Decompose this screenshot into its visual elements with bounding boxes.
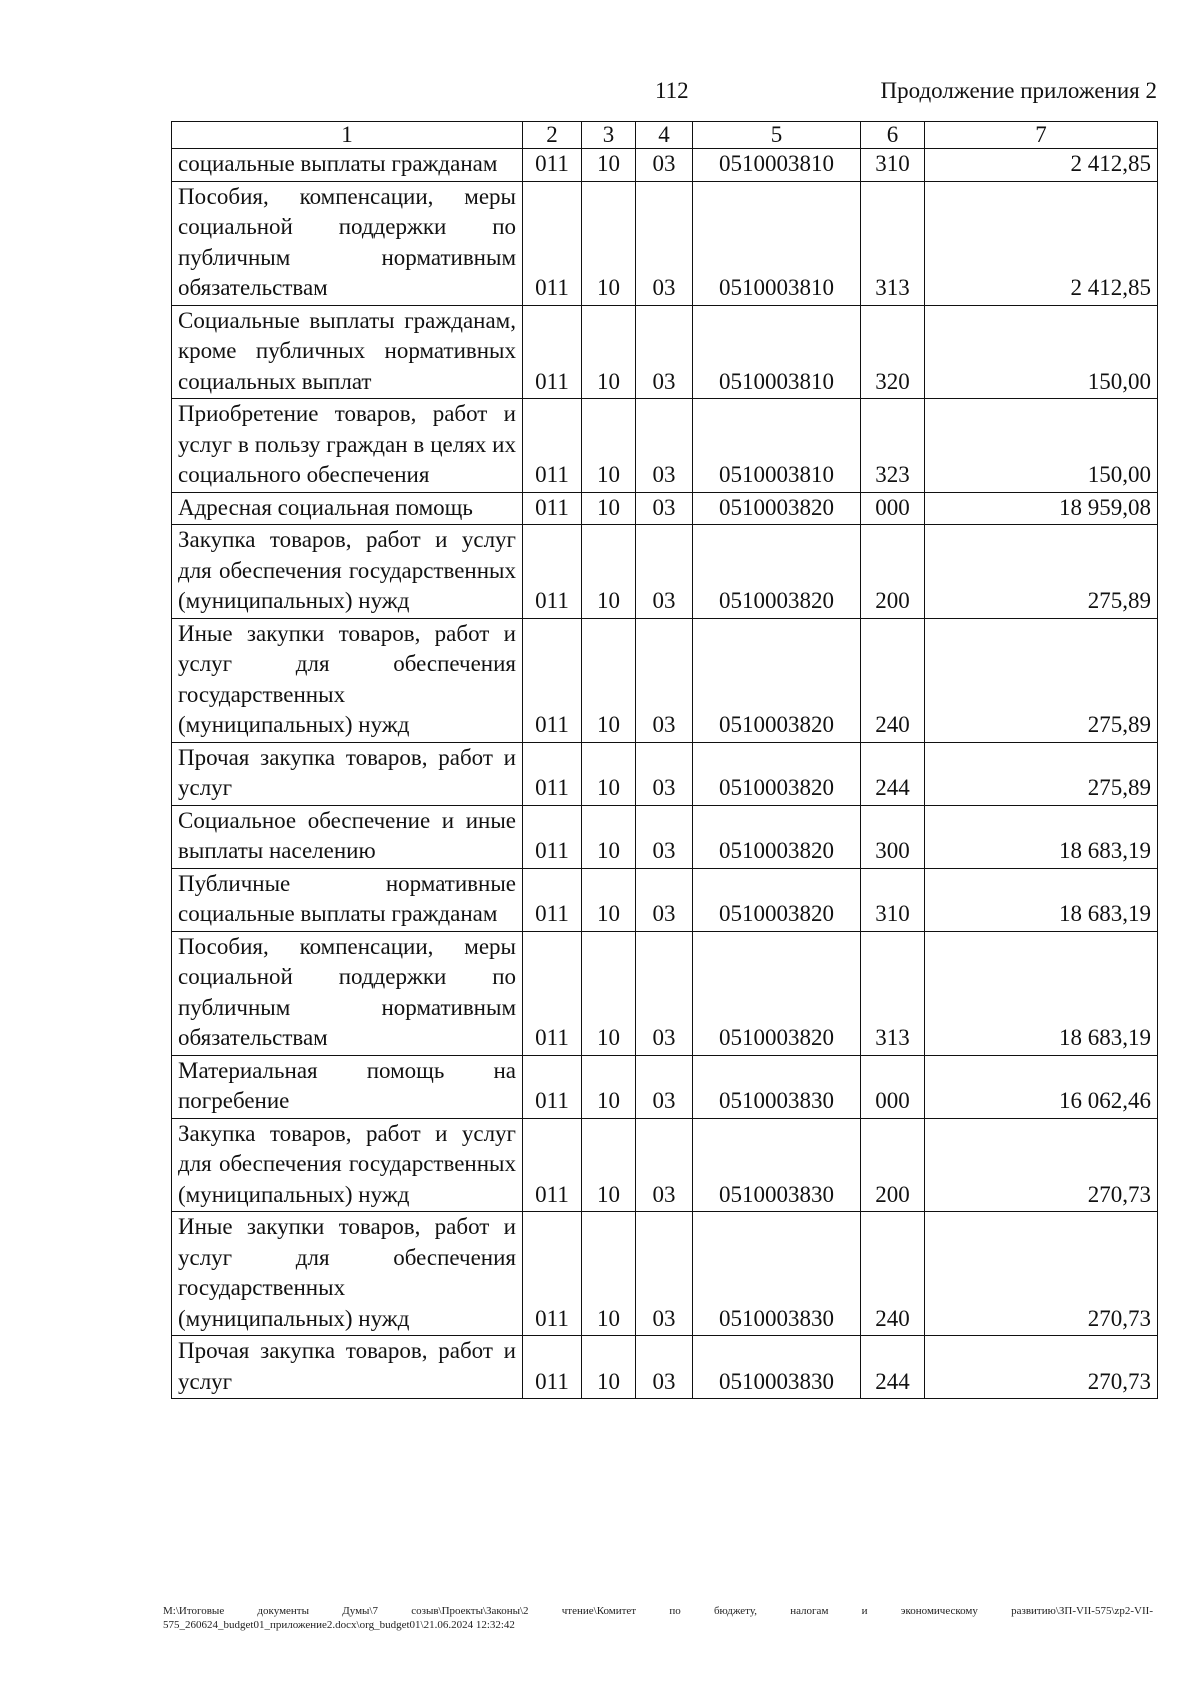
amount: 16 062,46 bbox=[925, 1055, 1158, 1118]
section-code: 10 bbox=[582, 1055, 636, 1118]
budget-table bbox=[171, 121, 1158, 1399]
row-description: Материальная помощь на погребение bbox=[172, 1055, 523, 1118]
page-number: 112 bbox=[655, 78, 689, 103]
row-description: Прочая закупка товаров, работ и услуг bbox=[172, 742, 523, 805]
amount: 2 412,85 bbox=[925, 181, 1158, 305]
target-article-code: 0510003830 bbox=[693, 1055, 861, 1118]
ministry-code: 011 bbox=[523, 492, 582, 525]
ministry-code: 011 bbox=[523, 305, 582, 399]
target-article-code: 0510003810 bbox=[693, 305, 861, 399]
target-article-code: 0510003820 bbox=[693, 742, 861, 805]
subsection-code: 03 bbox=[636, 399, 693, 493]
section-code: 10 bbox=[582, 1118, 636, 1212]
row-description: Публичные нормативные социальные выплаты гражданам bbox=[172, 868, 523, 931]
table-row bbox=[172, 305, 1158, 399]
amount: 270,73 bbox=[925, 1336, 1158, 1399]
target-article-code: 0510003820 bbox=[693, 805, 861, 868]
section-code: 10 bbox=[582, 399, 636, 493]
amount: 2 412,85 bbox=[925, 149, 1158, 182]
amount: 275,89 bbox=[925, 618, 1158, 742]
row-description: Пособия, компенсации, меры социальной поддержки по публичным нормативным обязательствам bbox=[172, 931, 523, 1055]
column-header: 3 bbox=[582, 122, 636, 149]
table-row bbox=[172, 1118, 1158, 1212]
expense-type-code: 310 bbox=[861, 868, 925, 931]
expense-type-code: 310 bbox=[861, 149, 925, 182]
target-article-code: 0510003820 bbox=[693, 868, 861, 931]
amount: 18 683,19 bbox=[925, 805, 1158, 868]
target-article-code: 0510003820 bbox=[693, 931, 861, 1055]
table-row bbox=[172, 1055, 1158, 1118]
table-body bbox=[172, 149, 1158, 1399]
subsection-code: 03 bbox=[636, 1118, 693, 1212]
row-description: Закупка товаров, работ и услуг для обеспечения государственных (муниципальных) нужд bbox=[172, 1118, 523, 1212]
target-article-code: 0510003820 bbox=[693, 618, 861, 742]
section-code: 10 bbox=[582, 1336, 636, 1399]
expense-type-code: 244 bbox=[861, 1336, 925, 1399]
amount: 275,89 bbox=[925, 742, 1158, 805]
expense-type-code: 300 bbox=[861, 805, 925, 868]
section-code: 10 bbox=[582, 492, 636, 525]
column-header: 1 bbox=[172, 122, 523, 149]
table-header-row bbox=[172, 122, 1158, 149]
column-header: 5 bbox=[693, 122, 861, 149]
subsection-code: 03 bbox=[636, 1336, 693, 1399]
amount: 270,73 bbox=[925, 1118, 1158, 1212]
ministry-code: 011 bbox=[523, 868, 582, 931]
row-description: социальные выплаты гражданам bbox=[172, 149, 523, 182]
ministry-code: 011 bbox=[523, 399, 582, 493]
expense-type-code: 200 bbox=[861, 1118, 925, 1212]
column-header: 2 bbox=[523, 122, 582, 149]
ministry-code: 011 bbox=[523, 149, 582, 182]
section-code: 10 bbox=[582, 868, 636, 931]
subsection-code: 03 bbox=[636, 618, 693, 742]
subsection-code: 03 bbox=[636, 181, 693, 305]
section-code: 10 bbox=[582, 305, 636, 399]
expense-type-code: 240 bbox=[861, 618, 925, 742]
row-description: Иные закупки товаров, работ и услуг для обеспечения государственных (муниципальных) нужд bbox=[172, 1212, 523, 1336]
amount: 150,00 bbox=[925, 399, 1158, 493]
table-row bbox=[172, 492, 1158, 525]
amount: 270,73 bbox=[925, 1212, 1158, 1336]
subsection-code: 03 bbox=[636, 1212, 693, 1336]
table-row bbox=[172, 618, 1158, 742]
row-description: Социальные выплаты гражданам, кроме публичных нормативных социальных выплат bbox=[172, 305, 523, 399]
table-row bbox=[172, 742, 1158, 805]
column-header: 6 bbox=[861, 122, 925, 149]
row-description: Пособия, компенсации, меры социальной поддержки по публичным нормативным обязательствам bbox=[172, 181, 523, 305]
row-description: Закупка товаров, работ и услуг для обеспечения государственных (муниципальных) нужд bbox=[172, 525, 523, 619]
section-code: 10 bbox=[582, 149, 636, 182]
target-article-code: 0510003830 bbox=[693, 1212, 861, 1336]
expense-type-code: 320 bbox=[861, 305, 925, 399]
column-header: 7 bbox=[925, 122, 1158, 149]
table-row bbox=[172, 1336, 1158, 1399]
table-row bbox=[172, 1212, 1158, 1336]
section-code: 10 bbox=[582, 1212, 636, 1336]
target-article-code: 0510003830 bbox=[693, 1118, 861, 1212]
subsection-code: 03 bbox=[636, 1055, 693, 1118]
expense-type-code: 000 bbox=[861, 1055, 925, 1118]
target-article-code: 0510003810 bbox=[693, 399, 861, 493]
section-code: 10 bbox=[582, 525, 636, 619]
expense-type-code: 000 bbox=[861, 492, 925, 525]
expense-type-code: 244 bbox=[861, 742, 925, 805]
amount: 275,89 bbox=[925, 525, 1158, 619]
file-path-footer: M:\Итоговые документы Думы\7 созыв\Проекты\Законы\2 чтение\Комитет по бюджету, налогам и экономическому развитию\ЗП-VII-575\zp2-VII-575_260624_budget01_приложение2.docx\org_budget01\21.06.2024 12:32:42 bbox=[163, 1605, 1153, 1631]
expense-type-code: 313 bbox=[861, 931, 925, 1055]
ministry-code: 011 bbox=[523, 181, 582, 305]
expense-type-code: 323 bbox=[861, 399, 925, 493]
table-row bbox=[172, 525, 1158, 619]
subsection-code: 03 bbox=[636, 868, 693, 931]
ministry-code: 011 bbox=[523, 1055, 582, 1118]
section-code: 10 bbox=[582, 805, 636, 868]
ministry-code: 011 bbox=[523, 931, 582, 1055]
expense-type-code: 240 bbox=[861, 1212, 925, 1336]
section-code: 10 bbox=[582, 618, 636, 742]
section-code: 10 bbox=[582, 931, 636, 1055]
amount: 150,00 bbox=[925, 305, 1158, 399]
ministry-code: 011 bbox=[523, 618, 582, 742]
expense-type-code: 313 bbox=[861, 181, 925, 305]
table-row bbox=[172, 399, 1158, 493]
row-description: Социальное обеспечение и иные выплаты населению bbox=[172, 805, 523, 868]
ministry-code: 011 bbox=[523, 805, 582, 868]
subsection-code: 03 bbox=[636, 305, 693, 399]
section-code: 10 bbox=[582, 181, 636, 305]
row-description: Иные закупки товаров, работ и услуг для обеспечения государственных (муниципальных) нужд bbox=[172, 618, 523, 742]
amount: 18 959,08 bbox=[925, 492, 1158, 525]
subsection-code: 03 bbox=[636, 805, 693, 868]
ministry-code: 011 bbox=[523, 1212, 582, 1336]
subsection-code: 03 bbox=[636, 931, 693, 1055]
row-description: Адресная социальная помощь bbox=[172, 492, 523, 525]
expense-type-code: 200 bbox=[861, 525, 925, 619]
amount: 18 683,19 bbox=[925, 868, 1158, 931]
target-article-code: 0510003820 bbox=[693, 525, 861, 619]
section-code: 10 bbox=[582, 742, 636, 805]
ministry-code: 011 bbox=[523, 525, 582, 619]
target-article-code: 0510003820 bbox=[693, 492, 861, 525]
ministry-code: 011 bbox=[523, 1118, 582, 1212]
column-header: 4 bbox=[636, 122, 693, 149]
target-article-code: 0510003810 bbox=[693, 181, 861, 305]
subsection-code: 03 bbox=[636, 149, 693, 182]
continuation-label: Продолжение приложения 2 bbox=[880, 78, 1157, 103]
subsection-code: 03 bbox=[636, 525, 693, 619]
subsection-code: 03 bbox=[636, 492, 693, 525]
subsection-code: 03 bbox=[636, 742, 693, 805]
table-row bbox=[172, 805, 1158, 868]
target-article-code: 0510003810 bbox=[693, 149, 861, 182]
ministry-code: 011 bbox=[523, 742, 582, 805]
target-article-code: 0510003830 bbox=[693, 1336, 861, 1399]
row-description: Приобретение товаров, работ и услуг в пользу граждан в целях их социального обеспечения bbox=[172, 399, 523, 493]
table-row bbox=[172, 149, 1158, 182]
table-row bbox=[172, 931, 1158, 1055]
row-description: Прочая закупка товаров, работ и услуг bbox=[172, 1336, 523, 1399]
amount: 18 683,19 bbox=[925, 931, 1158, 1055]
table-row bbox=[172, 181, 1158, 305]
ministry-code: 011 bbox=[523, 1336, 582, 1399]
table-row bbox=[172, 868, 1158, 931]
